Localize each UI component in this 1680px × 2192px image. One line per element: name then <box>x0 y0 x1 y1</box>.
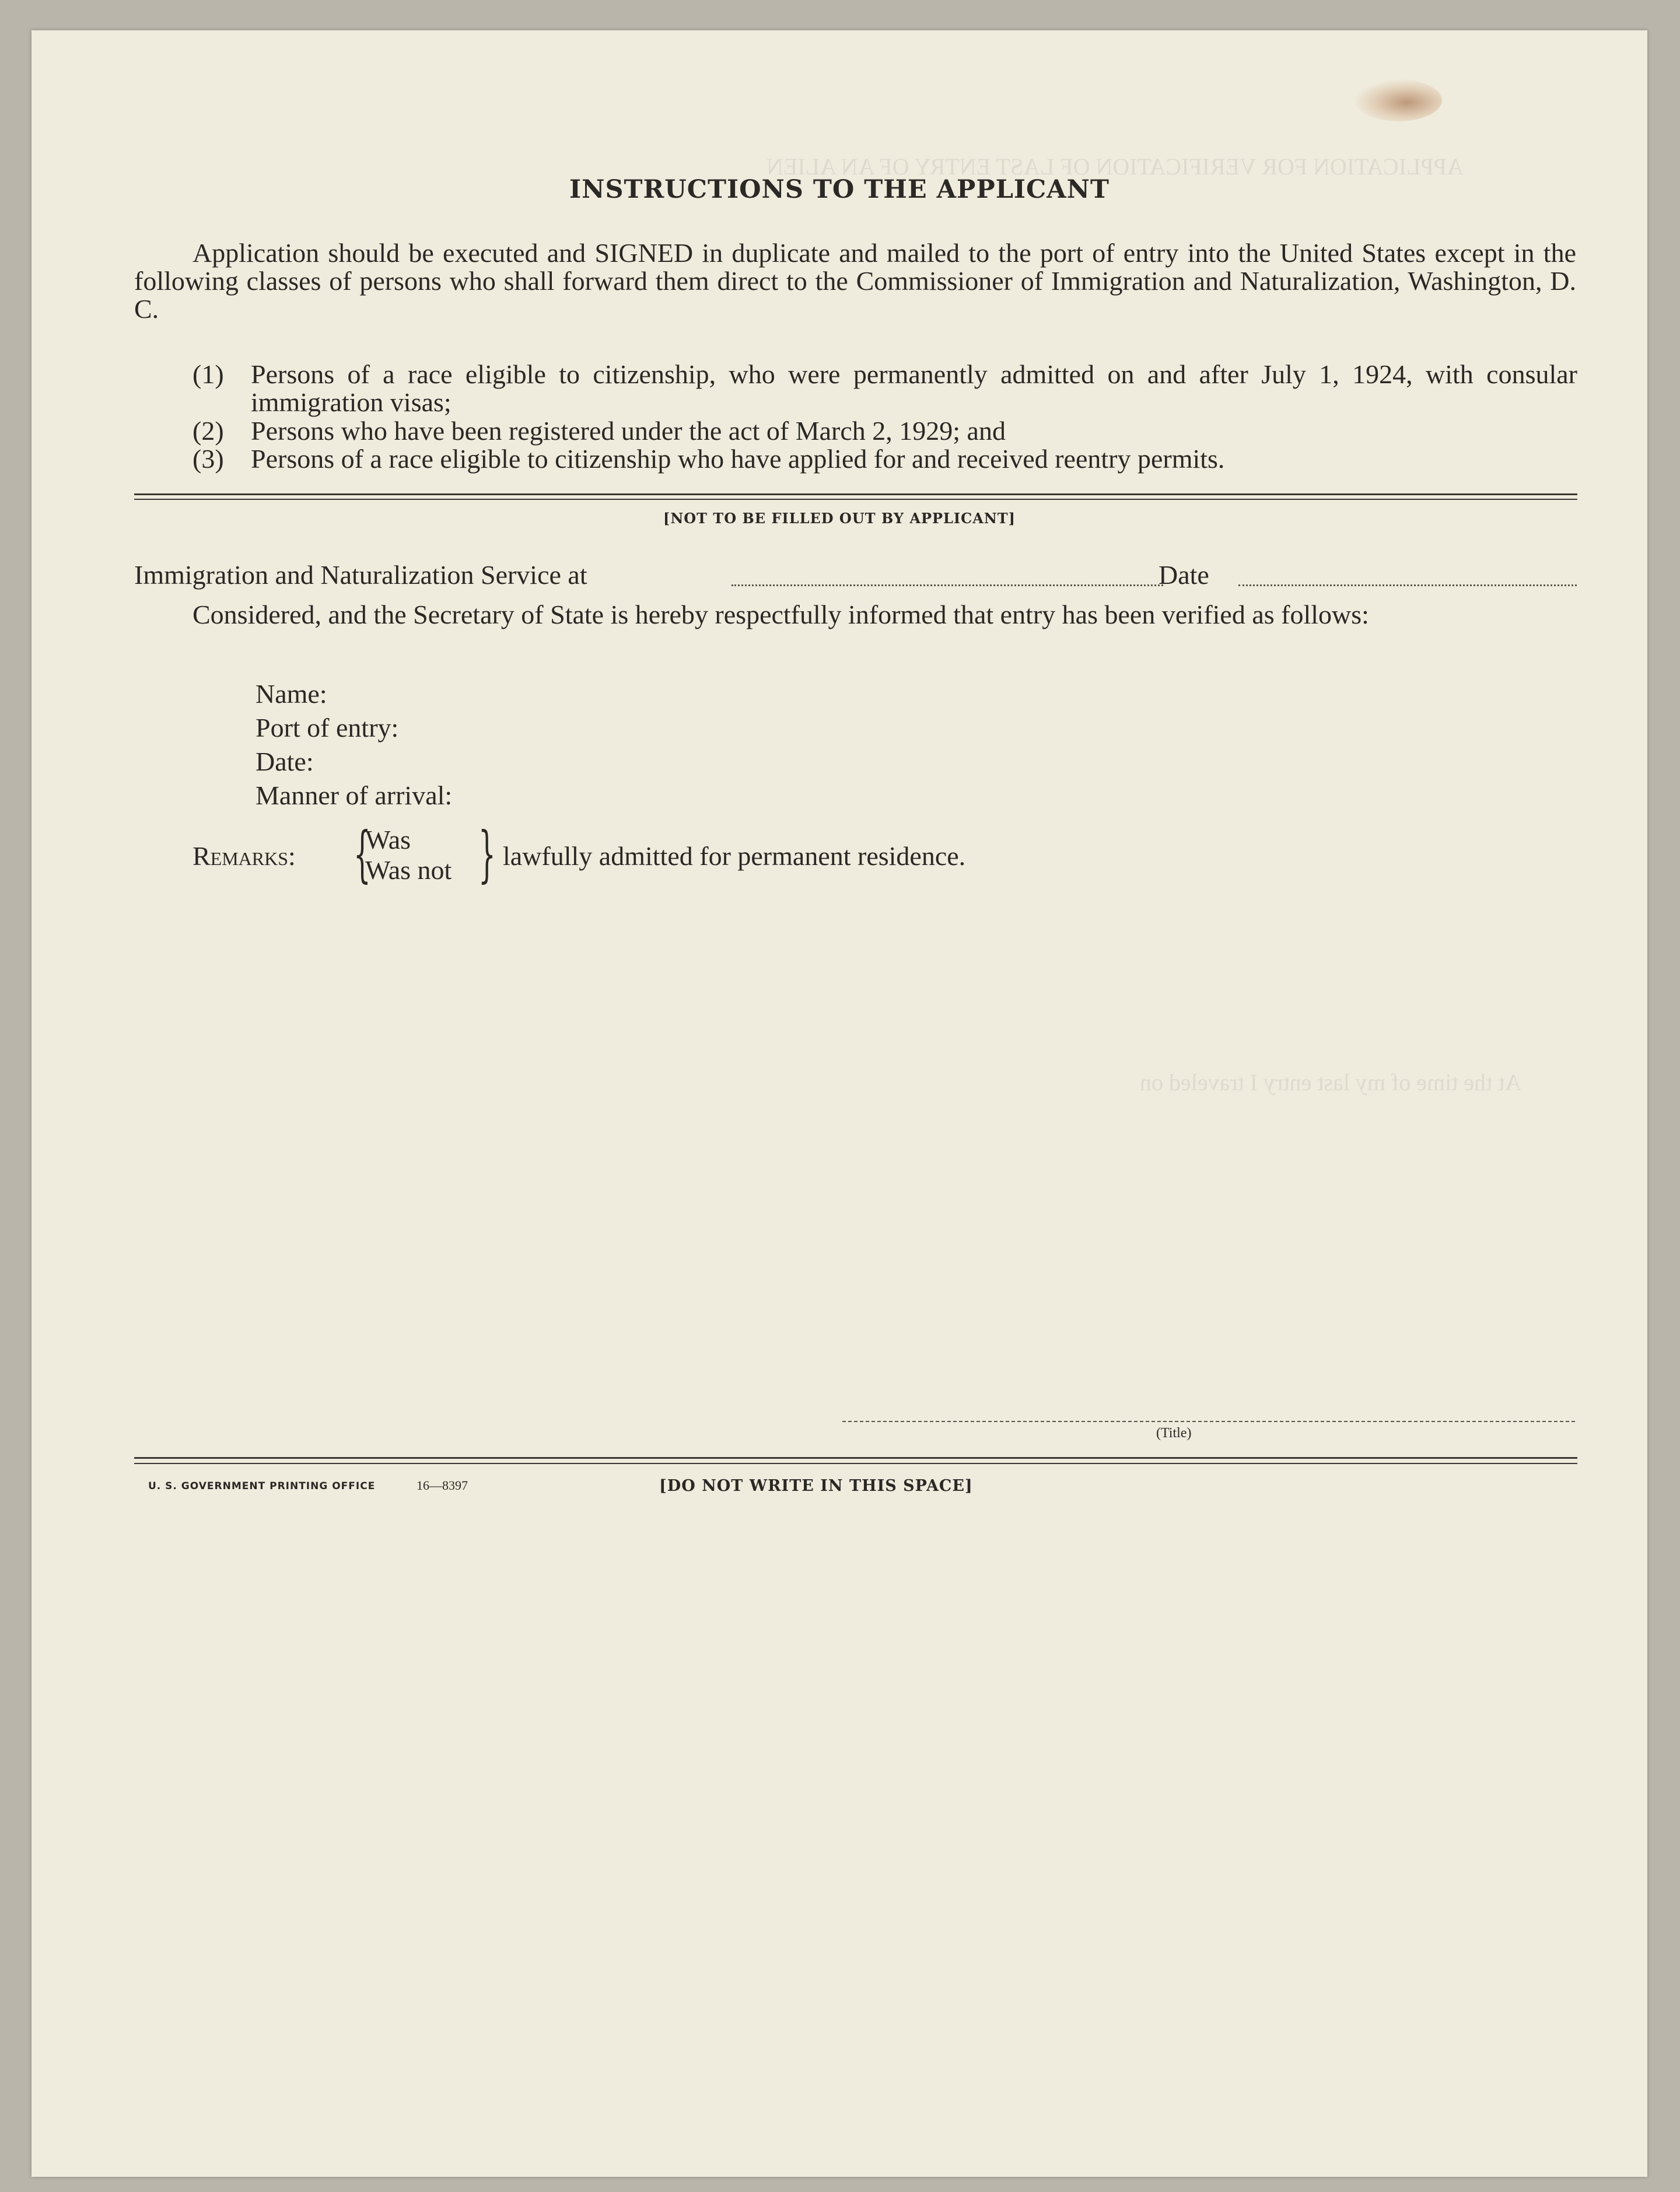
instruction-item <box>192 445 1577 473</box>
instructions-title: INSTRUCTIONS TO THE APPLICANT <box>569 175 1110 204</box>
brace-left: { <box>354 818 371 890</box>
bleed-through: APPLICATION FOR VERIFICATION OF LAST ENTRY OF AN ALIEN <box>766 153 1464 180</box>
item-number: (3) <box>192 444 224 474</box>
field-manner-of-arrival: Manner of arrival: <box>256 780 453 810</box>
divider <box>134 493 1577 495</box>
title-label: (Title) <box>1156 1426 1192 1441</box>
item-text: Persons of a race eligible to citizenship, who were permanently admitted on and after July 1, 1924, with consular immigration visas; <box>251 359 1577 417</box>
instruction-item <box>192 417 1577 445</box>
remarks-text: lawfully admitted for permanent residence. <box>503 841 966 871</box>
brace-right: } <box>478 818 496 890</box>
document-page <box>32 30 1647 2177</box>
date-label: Date <box>1158 560 1209 590</box>
divider <box>134 1457 1577 1459</box>
remarks-option-was: Was <box>365 825 411 855</box>
stain-mark <box>1354 79 1442 121</box>
remarks-option-was-not: Was not <box>365 855 452 885</box>
service-line <box>732 584 1163 586</box>
title-signature-line <box>842 1421 1575 1422</box>
not-to-be-filled-heading: [NOT TO BE FILLED OUT BY APPLICANT] <box>663 510 1016 527</box>
instruction-item <box>192 360 1577 416</box>
field-name: Name: <box>256 679 327 709</box>
printing-office: U. S. GOVERNMENT PRINTING OFFICE <box>148 1480 376 1492</box>
item-number: (2) <box>192 416 224 446</box>
do-not-write-heading: [DO NOT WRITE IN THIS SPACE] <box>659 1477 973 1495</box>
date-line <box>1238 584 1577 586</box>
field-date: Date: <box>256 747 314 776</box>
field-port-of-entry: Port of entry: <box>256 713 399 743</box>
service-label: Immigration and Naturalization Service at <box>134 560 587 590</box>
remarks-label: Remarks: <box>192 841 296 871</box>
divider <box>134 1463 1577 1464</box>
instructions-paragraph: Application should be executed and SIGNED in duplicate and mailed to the port of entry into the United States except in the following classes of persons who shall forward them direct to the Commissioner of Immigration and Naturalization, Washington, D. C. <box>134 238 1576 324</box>
item-text: Persons of a race eligible to citizenship who have applied for and received reentry permits. <box>251 444 1225 474</box>
bleed-through: At the time of my last entry I traveled on <box>1140 1069 1522 1095</box>
item-number: (1) <box>192 359 224 389</box>
form-code: 16—8397 <box>416 1478 468 1493</box>
considered-text: Considered, and the Secretary of State is hereby respectfully informed that entry has been verified as follows: <box>192 600 1369 629</box>
item-text: Persons who have been registered under the act of March 2, 1929; and <box>251 416 1006 446</box>
divider <box>134 499 1577 500</box>
